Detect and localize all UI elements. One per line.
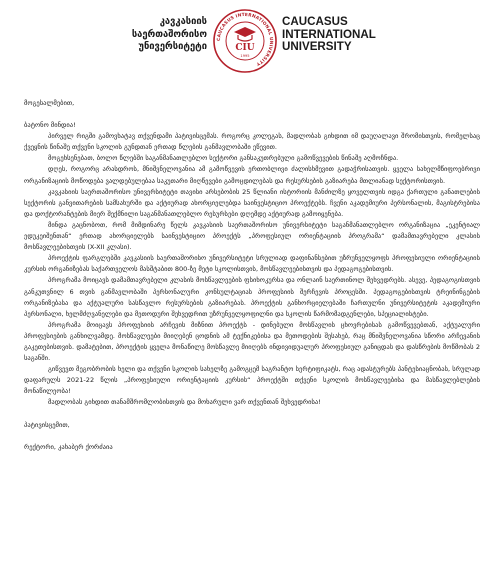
university-seal-logo bbox=[212, 8, 278, 74]
georgian-name-line-3: უნივერსიტეტი bbox=[138, 41, 207, 52]
paragraph: კავკასიის საერთაშორისო უნივერსიტეტი თავისი არსებობის 25 წლიანი ისტორიის მანძილზე ყოველთვის იდგა ქართული განათლების სექტორის განვითარების სამსახურში და აქტიურად ახორციელებდა საინვესტიციო პროექტებს. ჩვენი აკადემიური პერსონალის, მაგისტრებისა და დოქტორანტების მიერ შექმნილი საგანმანათლებლო რესურსები დღემდე აქტიურად გამოიყენება. bbox=[24, 187, 480, 218]
georgian-name-line-2: საერთაშორისო bbox=[131, 28, 207, 40]
university-name-georgian bbox=[121, 16, 207, 54]
svg-text:CAUCASUS INTERNATIONAL UNIVERS: CAUCASUS INTERNATIONAL UNIVERSITY bbox=[216, 12, 274, 67]
svg-text:CIU: CIU bbox=[235, 43, 255, 53]
english-name-line-1: CAUCASUS bbox=[282, 15, 348, 28]
paragraph: მადლობას გიხდით თანამშრომლობისთვის და მოხარული ვარ თქვენთან შეხვედრისა! bbox=[48, 398, 321, 407]
svg-text:1995: 1995 bbox=[240, 54, 250, 58]
university-name-english bbox=[282, 16, 402, 54]
greeting: მოგესალმებით, bbox=[24, 99, 75, 107]
paragraph: დღეს, როგორც არასდროს, მნიშვნელოვანია ამ გამოწვევის ერთობლივი ძალისხმევით გადაჭრისათვის. ყველა სახელმწიფოებრივი ორგანიზაციის მოწოდება ვალდებულებაა საკუთარი მიღწევები გამოცდილებას და რესურსების გაზიარება მთლიანად სექტორისთვის. bbox=[24, 165, 480, 185]
paragraph: პირველ რიგში გამოვხატავ თქვენდამი პატივისცემას. როგორც კოლეგას, მადლობას გიხდით იმ დაუღალავი შრომისთვის, რომელსაც ქვეყნის წინაშე თქვენი სკოლის გუნდთან ერთად წლების განმავლობაში ეწევით. bbox=[24, 132, 480, 152]
signature: რექტორი, კახაბერ ქორძაია bbox=[24, 442, 113, 451]
english-name-line-2: INTERNATIONAL bbox=[282, 27, 376, 41]
paragraph: პროექტის ფარგლებში კავკასიის საერთაშორისო უნივერსიტეტი სრულიად დაფინანსებით უზრუნველყოფს პროფესიული ორიენტაციის კურსის ორგანიზებას საქართველოს მასშტაბით 800-ზე მეტი სკოლისთვის, მოსწავლეებისთვის და პედაგოგებისთვის. bbox=[24, 254, 480, 274]
georgian-name-line-1: კავკასიის bbox=[159, 16, 207, 27]
salutation: ბატონო მინდია! bbox=[24, 121, 76, 130]
letter-body bbox=[24, 98, 480, 453]
paragraph: მოგეხსენებათ, ბოლო წლებში საგანმანათლებლო სექტორი განსაკუთრებული გამოწვევების წინაშე აღმოჩნდა. bbox=[48, 154, 399, 163]
letterhead bbox=[0, 8, 500, 78]
paragraph: პროგრამა მოიცავს პროფესიის არჩევის მიზნით პროექტს - დინებული მოსწავლის ცხოვრებისას გამოწვევებთან, აქტუალური პროფესიების განხილვამდე. მოსწავლეები მიიღებენ ცოდნის ამ ტექნიკებისა და მეთოდების შესახებ, რაც მნიშვნელოვანია სწორი არჩევანის გაკეთებისთვის. დამატებით, პროექტის ყველა მონაწილე მოსწავლე მიიღებს ინდივიდუალურ პროფესიულ განიცდას და დასწრების მოწმობას 2 საგანში. bbox=[24, 320, 480, 363]
paragraph: პროგრამა მოიცავს დამამთავრებელი კლასის მოსწავლეების ფსიხოკურსა და ონლაინ საერთინოლ შეხვედრებს. ასევე, პედაგოგისთვის განკუთვნილ 6 თვის განმავლობაში პერსონალური კონსულტაციას პროფესიის შერჩევის პროცესში. პედაგოგებისთვის ტრეინინგების ორგანიზებასა და აქტუალური სასწავლო რესურსების გაზიარებას. პროექტის განხორციელებაში ჩართულნი უნივერსიტეტის აკადემიური პერსონალი, ხელმძღვანელები და მეთოდური შეხვედრით უზრუნველყოფილნი და სკოლის წარმომადგენლები, სპეციალისტები. bbox=[24, 276, 480, 318]
english-name-line-3: UNIVERSITY bbox=[282, 40, 352, 53]
closing: პატივისცემით, bbox=[24, 420, 70, 429]
paragraph: გიწვევთ მეგობრობის ხელი და თქვენი სკოლის სახელზე გამოგცემ საგრანტო სერტიფიკატს, რაც ადასტურებს პანტესიაცნობას, სრულად დაფარულს 2021-22 წლის „პროფესიული ორიენტაციის კურსის“ პროექტში თქვენი სკოლის მოსწავლეებისა და მასწავლებლების მონაწილეობა! bbox=[24, 365, 480, 396]
paragraph: მინდა გაცნობოთ, რომ მიმდინარე წელს კავკასიის საერთაშორისო უნივერსიტეტი საგანმანათლებლო ორგანიზაცია „ეკენტიალ ედუკეიშენთან“ ერთად ახორციელებს საინვესტიციო პროექტს „პროფესიულ ორიენტაციის პროგრამა“ დამამთავრებელი კლასის მოსწავლეებისთვის (X-XII კლასი). bbox=[24, 220, 480, 252]
